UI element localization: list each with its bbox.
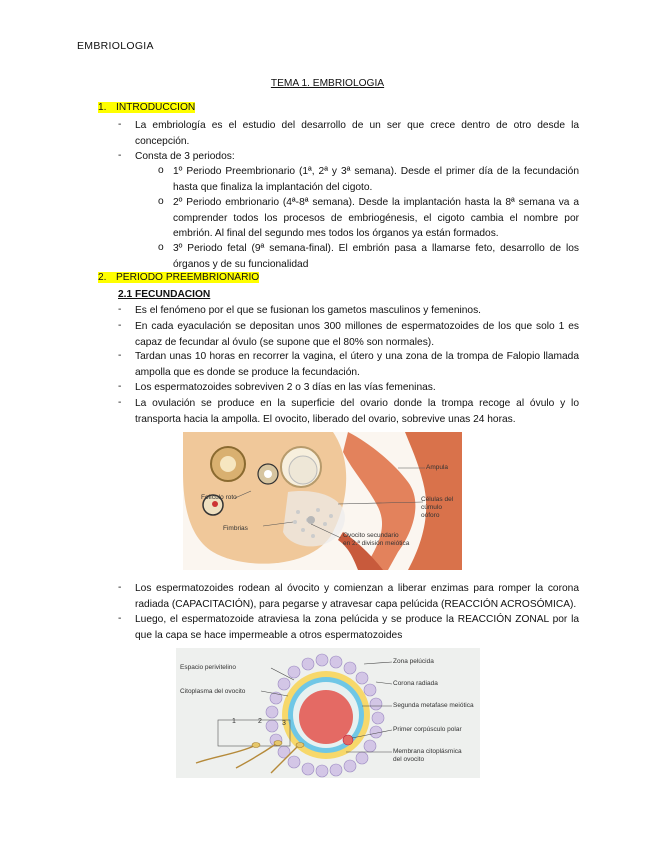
- list-item: Es el fenómeno por el que se fusionan los gametos masculinos y femeninos.: [135, 305, 482, 316]
- bullet-dash: -: [118, 613, 122, 624]
- label-foliculo-roto: Folículo roto: [201, 494, 237, 501]
- bullet-dash: -: [118, 150, 122, 161]
- bullet-dash: -: [118, 350, 122, 361]
- list-item: Los espermatozoides sobreviven 2 o 3 días en las vías femeninas.: [135, 382, 436, 393]
- bullet-dash: -: [118, 381, 122, 392]
- list-item: La ovulación se produce en la superficie del ovario donde la trompa recoge al óvulo y lo transporta hacia la ampolla. El ovocito, liberado del ovario, sobrevive unas 24 horas.: [135, 398, 579, 425]
- label-espacio-perivitelino: Espacio perivitelino: [180, 664, 237, 671]
- period-item: 3º Periodo fetal (9ª semana-final). El embrión pasa a llamarse feto, desarrollo de los órganos y de su funcionalidad: [173, 243, 579, 270]
- period-item: 1º Periodo Preembrionario (1ª, 2ª y 3ª semana). Desde el primer día de la fecundación hasta que finaliza la implantación del cigoto.: [173, 166, 579, 193]
- document-header: EMBRIOLOGIA: [77, 40, 154, 52]
- label-celulas-cumulo: Células del cúmulo oóforo: [421, 496, 454, 519]
- section-1-heading: 1. INTRODUCCION: [98, 102, 196, 113]
- label-zona-pelucida: Zona pelúcida: [393, 658, 434, 665]
- bullet-dash: -: [118, 304, 122, 315]
- period-item: 2º Periodo embrionario (4ª-8ª semana). Desde la implantación hasta la 8ª semana va a comprender todos los procesos de embriogénesis, el cigoto cambia el nombre por embrión. Al final del segundo mes todos los órganos ya están formados.: [173, 197, 579, 240]
- list-item: Consta de 3 periodos:: [135, 151, 235, 162]
- fertilization-figure: [176, 648, 480, 778]
- list-item: Los espermatozoides rodean al óvocito y comienzan a liberar enzimas para romper la corona radiada (CAPACITACIÓN), para pegarse y atravesar capa pelúcida (REACCIÓN ACROSÓMICA).: [135, 583, 579, 610]
- list-item: Luego, el espermatozoide atraviesa la zona pelúcida y se produce la REACCIÓN ZONAL por la que la capa se hace impermeable a otros espermatozoides: [135, 614, 579, 641]
- bullet-dash: -: [118, 397, 122, 408]
- subsection-heading: 2.1 FECUNDACION: [118, 289, 211, 300]
- label-number-3: 3: [282, 720, 286, 727]
- label-corpusculo-polar: Primer corpúsculo polar: [393, 726, 462, 733]
- section-2-heading: 2. PERIODO PREEMBRIONARIO: [98, 272, 260, 283]
- ovulation-figure: [183, 432, 462, 570]
- sub-bullet: o: [158, 242, 164, 253]
- list-item: La embriología es el estudio del desarrollo de un ser que crece dentro de otro desde la concepción.: [135, 120, 579, 147]
- bullet-dash: -: [118, 119, 122, 130]
- label-corona-radiada: Corona radiada: [393, 680, 438, 687]
- bullet-dash: -: [118, 582, 122, 593]
- sub-bullet: o: [158, 196, 164, 207]
- label-ovocito: Ovocito secundario en 2.ª división meiótica: [343, 532, 410, 547]
- label-fimbrias: Fimbrias: [223, 525, 248, 532]
- label-membrana-citoplasmica: Membrana citoplásmica del ovocito: [393, 748, 462, 763]
- label-citoplasma-ovocito: Citoplasma del ovocito: [180, 688, 246, 695]
- label-number-2: 2: [258, 718, 262, 725]
- label-ampula: Ampula: [426, 464, 449, 471]
- page-title: TEMA 1. EMBRIOLOGIA: [270, 78, 385, 89]
- sub-bullet: o: [158, 165, 164, 176]
- label-segunda-metafase: Segunda metafase meiótica: [393, 702, 474, 709]
- bullet-dash: -: [118, 320, 122, 331]
- label-number-1: 1: [232, 718, 236, 725]
- list-item: En cada eyaculación se depositan unos 300 millones de espermatozoides de los que solo 1 es capaz de fecundar al óvulo (se supone que el 80% son normales).: [135, 321, 579, 348]
- list-item: Tardan unas 10 horas en recorrer la vagina, el útero y una zona de la trompa de Falopio llamada ampolla que es donde se produce la fecundación.: [135, 351, 579, 378]
